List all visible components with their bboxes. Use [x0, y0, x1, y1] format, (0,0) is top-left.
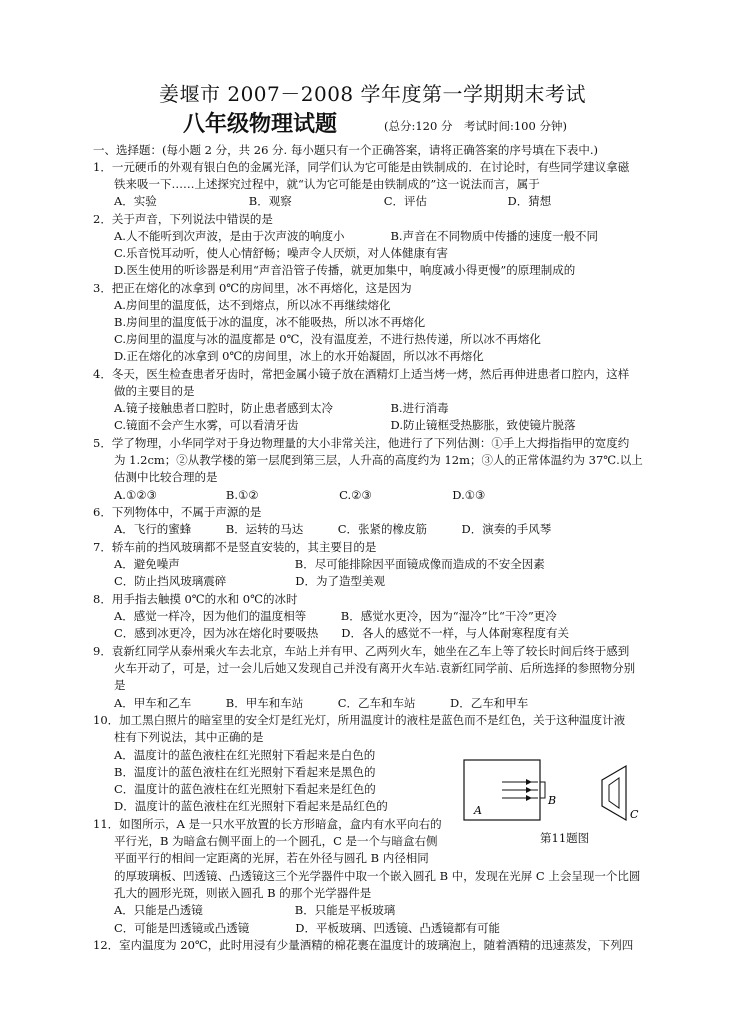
question-line: 铁来吸一下……上述探究过程中，就“认为它可能是由铁制成的”这一说法而言，属于 [114, 177, 540, 191]
question-line: 的厚玻璃板、凹透镜、凸透镜这三个光学器件中取一个嵌入圆孔 B 中，发现在光屏 C 上会呈现一个比圆 [114, 869, 641, 883]
question-line: 12．室内温度为 20℃，此时用浸有少量酒精的棉花裹在温度计的玻璃泡上，随着酒精的迅速蒸发，下列四 [93, 938, 634, 952]
question-line: 是 [114, 678, 126, 692]
question-line: A.①②③ B.①② C.②③ D.①③ [114, 488, 486, 502]
question-line: A．感觉一样冷，因为他们的温度相等 B．感觉水更冷，因为“湿冷”比“干冷”更冷 [114, 609, 557, 623]
question-line: 一、选择题：(每小题 2 分，共 26 分. 每小题只有一个正确答案，请将正确答案的序号填在下表中.) [93, 143, 599, 157]
question-line: 平面平行的相间一定距离的光屏，若在外径与圆孔 B 内径相同 [114, 851, 429, 865]
question-line: C．感到冰更冷，因为冰在熔化时要吸热 D．各人的感觉不一样，与人体耐寒程度有关 [114, 626, 570, 640]
question-line: 2．关于声音，下列说法中错误的是 [93, 212, 273, 226]
question-line: C．温度计的蓝色液柱在红光照射下看起来是红色的 [114, 782, 376, 796]
question-line: 估测中比较合理的是 [114, 470, 218, 484]
question-line: A．温度计的蓝色液柱在红光照射下看起来是白色的 [114, 748, 376, 762]
question-line: 11．如图所示，A 是一只水平放置的长方形暗盒，盒内有水平向右的 [93, 817, 442, 831]
question-line: D.医生使用的听诊器是利用“声音沿管子传播，就更加集中，响度减小得更慢”的原理制成的 [114, 263, 576, 277]
question-line: 柱有下列说法，其中正确的是 [114, 730, 264, 744]
question-line: 9．袁新红同学从泰州乘火车去北京，车站上并有甲、乙两列火车，她坐在乙车上等了较长时间后终于感到 [93, 644, 630, 658]
label-a: A [474, 804, 482, 817]
question-line: C.乐音悦耳动听，使人心情舒畅；噪声令人厌烦，对人体健康有害 [114, 246, 449, 260]
screen-spot [609, 778, 619, 808]
question-line: 平行光，B 为暗盒右侧平面上的一个圆孔，C 是一个与暗盒右侧 [114, 834, 438, 848]
question-line: 5．学了物理，小华同学对于身边物理量的大小非常关注，他进行了下列估测：①手上大拇指指甲的宽度约 [93, 436, 630, 450]
question-line: C．防止挡风玻璃震碎 D．为了造型美观 [114, 574, 386, 588]
question-line: A．实验 B．观察 C．评估 D．猜想 [114, 194, 552, 208]
question-line: 孔大的圆形光斑，则嵌入圆孔 B 的那个光学器件是 [114, 886, 372, 900]
question-line: 10．加工黑白照片的暗室里的安全灯是红光灯，所用温度计的液柱是蓝色而不是红色，关于这种温度计液 [93, 713, 626, 727]
question-line: 火车开动了，可是，过一会儿后她又发现自己并没有离开火车站.袁新红同学前、后所选择的参照物分别 [114, 661, 636, 675]
question-line: 4．冬天，医生检查患者牙齿时，常把金属小镜子放在酒精灯上适当烤一烤，然后再伸进患者口腔内，这样 [93, 367, 630, 381]
screen-c [602, 766, 626, 820]
question-line: C．可能是凹透镜或凸透镜 D．平板玻璃、凹透镜、凸透镜都有可能 [114, 921, 501, 935]
hole-b [540, 782, 545, 798]
question-line: C.房间里的温度与冰的温度都是 0℃，没有温度差，不进行热传递，所以冰不再熔化 [114, 332, 541, 346]
question-line: B.房间里的温度低于冰的温度，冰不能吸热，所以冰不再熔化 [114, 315, 426, 329]
question-line: C.镜面不会产生水雾，可以看清牙齿 D.防止镜框受热膨胀，致使镜片脱落 [114, 418, 576, 432]
label-b: B [548, 794, 557, 807]
question-line: 1．一元硬币的外观有银白色的金属光泽，同学们认为它可能是由铁制成的．在讨论时，有些同学建议拿磁 [93, 160, 630, 174]
question-line: A．甲车和乙车 B．甲车和车站 C．乙车和车站 D．乙车和甲车 [114, 696, 529, 710]
exam-subtitle: 八年级物理试题 [183, 112, 338, 137]
question-line: A．只能是凸透镜 B．只能是平板玻璃 [114, 903, 396, 917]
question-line: 3．把正在熔化的冰拿到 0℃的房间里，冰不再熔化，这是因为 [93, 281, 412, 295]
arrow-head [526, 779, 532, 785]
exam-meta: (总分:120 分 考试时间:100 分钟) [384, 119, 567, 133]
question-line: D.正在熔化的冰拿到 0℃的房间里，冰上的水开始凝固，所以冰不再熔化 [114, 349, 484, 363]
question-line: 做的主要目的是 [114, 384, 195, 398]
question-line: A．避免噪声 B．尽可能排除因平面镜成像而造成的不安全因素 [114, 557, 545, 571]
question-line: A．飞行的蜜蜂 B．运转的马达 C．张紧的橡皮筋 D．演奏的手风琴 [114, 522, 552, 536]
arrow-head [526, 787, 532, 793]
question-line: A.人不能听到次声波，是由于次声波的响度小 B.声音在不同物质中传播的速度一般不同 [114, 229, 599, 243]
question-line: 8．用手指去触摸 0℃的水和 0℃的冰时 [93, 592, 298, 606]
question-line: B．温度计的蓝色液柱在红光照射下看起来是黑色的 [114, 765, 376, 779]
question-line: 7．轿车前的挡风玻璃都不是竖直安装的，其主要目的是 [93, 540, 377, 554]
label-c: C [630, 808, 639, 821]
question-line: 为 1.2cm；②从教学楼的第一层爬到第三层，人升高的高度约为 12m；③人的正常体温约为 37℃.以上 [114, 453, 643, 467]
exam-title: 姜堰市 2007－2008 学年度第一学期期末考试 [158, 82, 586, 106]
question-line: D．温度计的蓝色液柱在红光照射下看起来是品红色的 [114, 799, 388, 813]
figure-caption: 第11题图 [540, 831, 590, 845]
arrow-head [526, 795, 532, 801]
question-line: A.房间里的温度低，达不到熔点，所以冰不再继续熔化 [114, 298, 391, 312]
question-line: A.镜子接触患者口腔时，防止患者感到太冷 B.进行消毒 [114, 401, 449, 415]
question-line: 6．下列物体中，不属于声源的是 [93, 505, 262, 519]
